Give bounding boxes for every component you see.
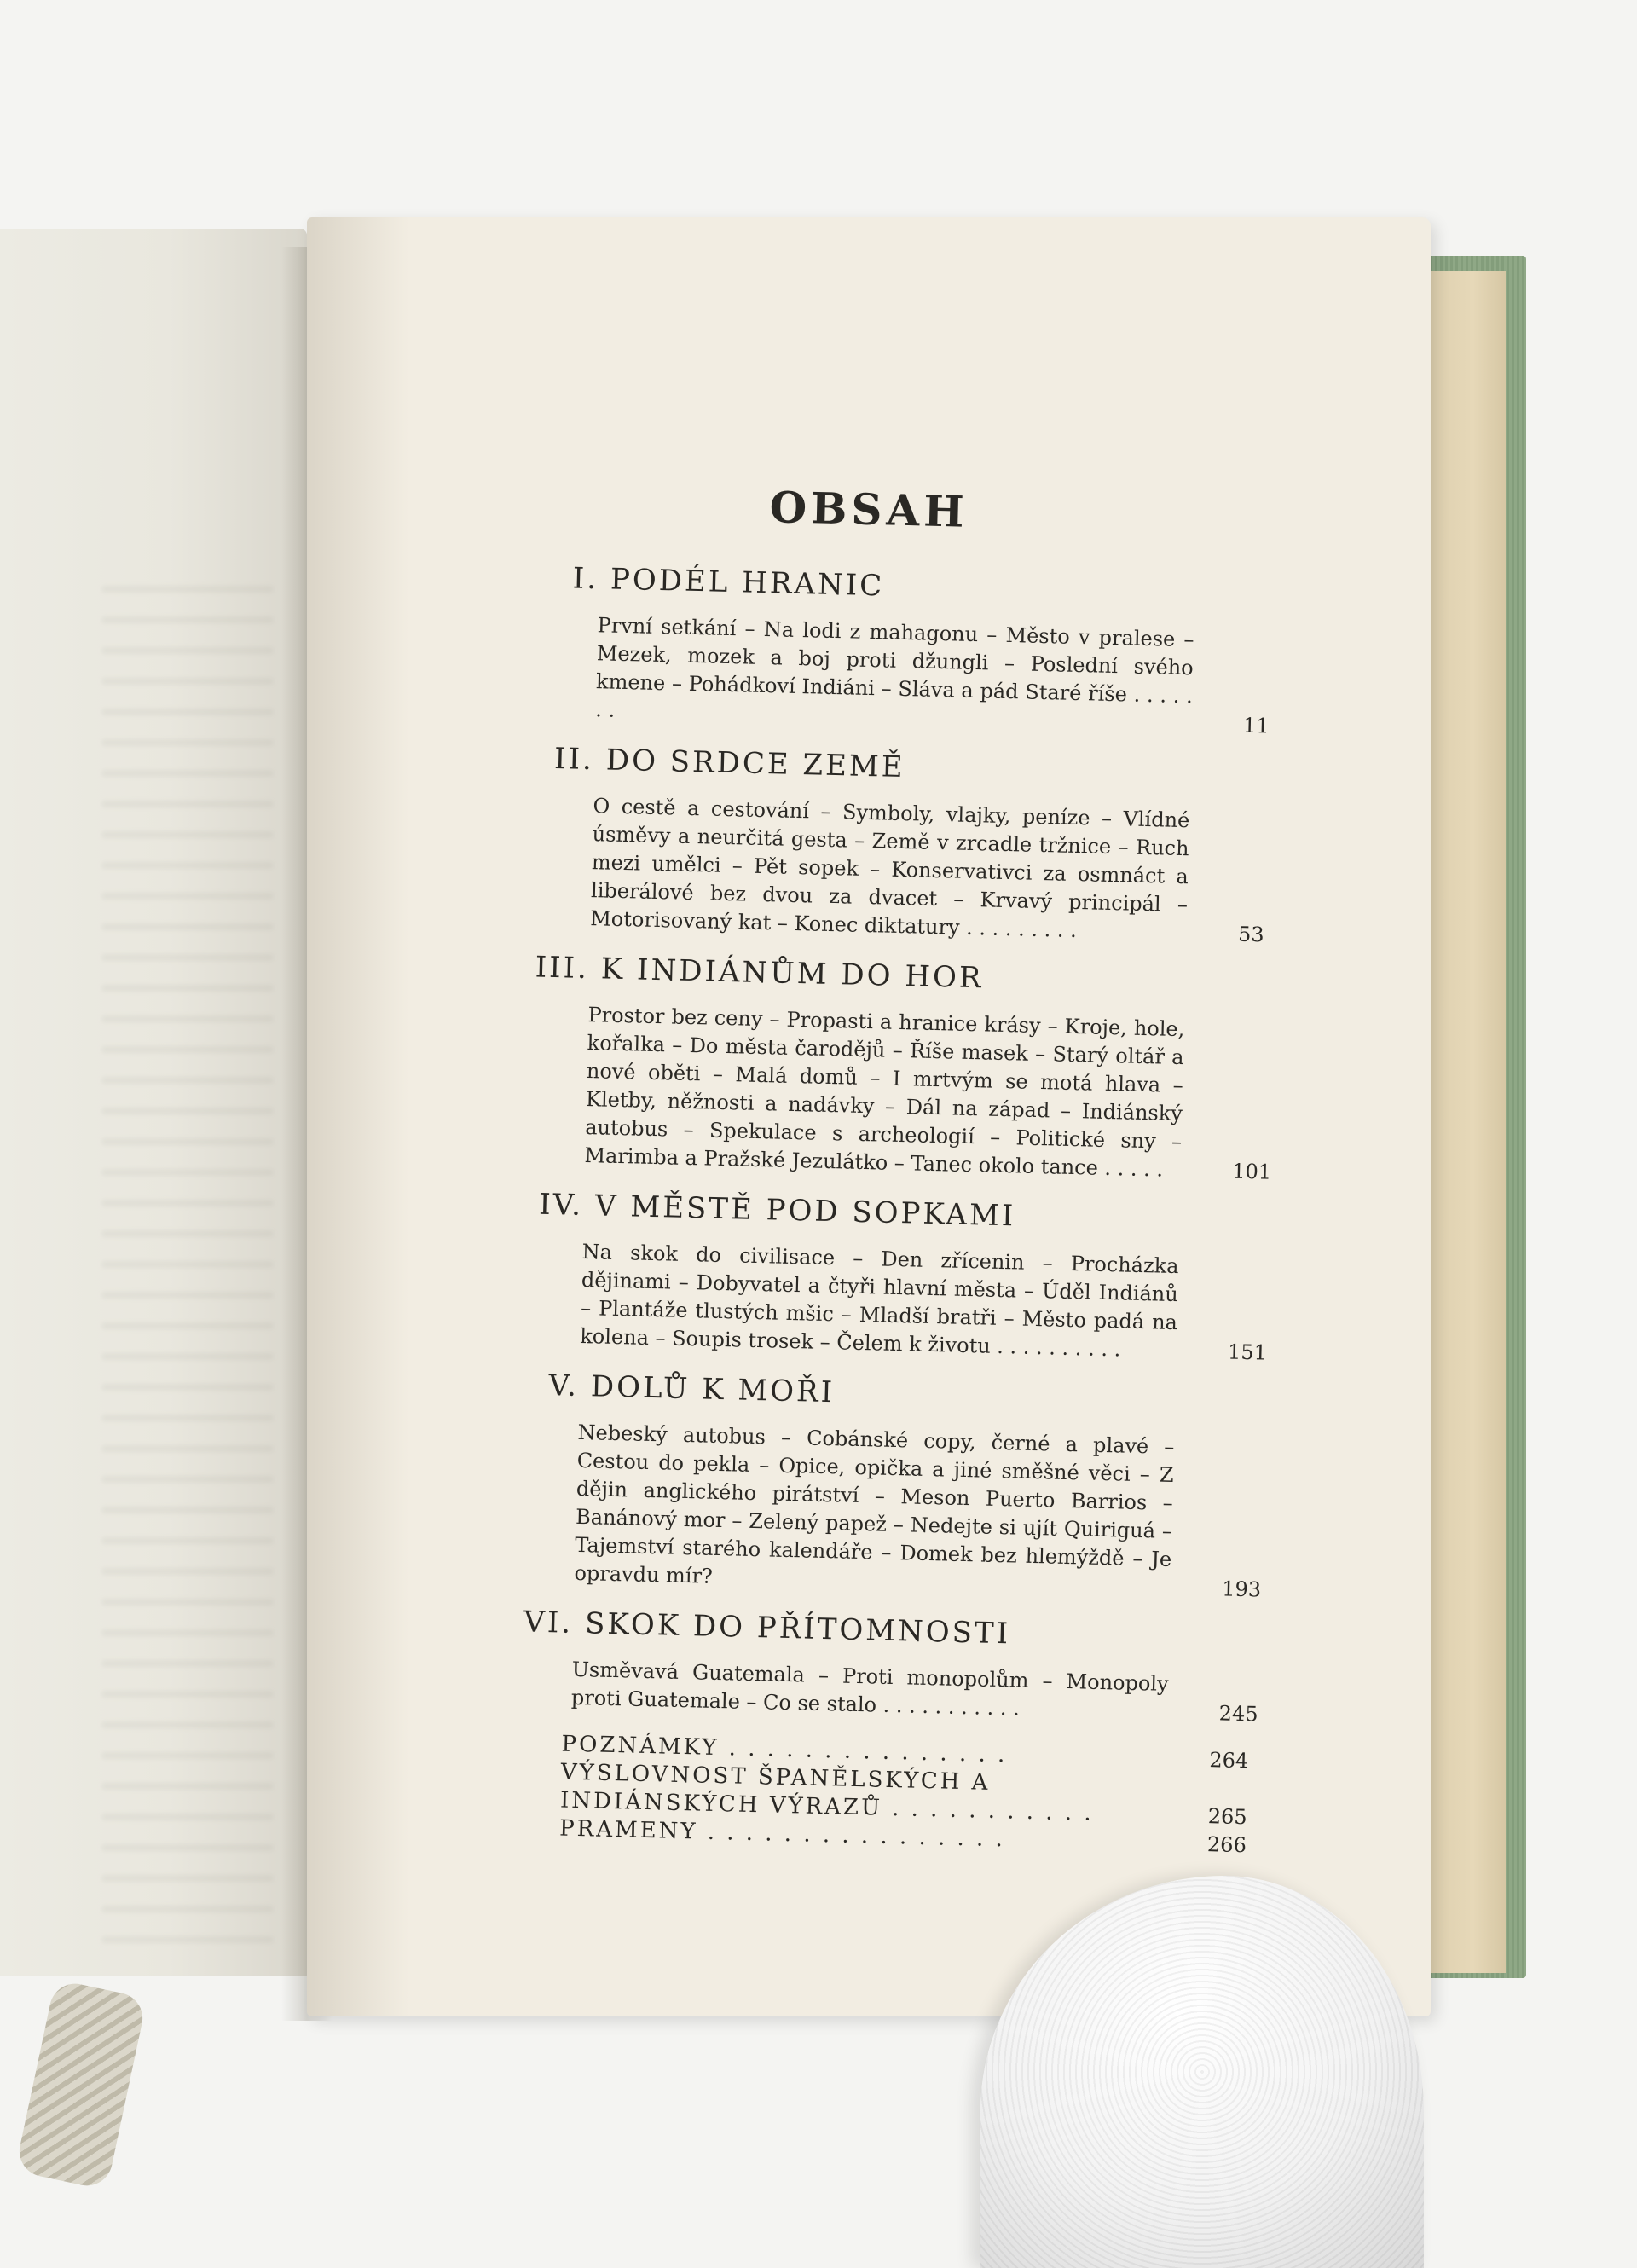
chapter-summary-text: Usměvavá Guatemala – Proti monopolům – Monopoly proti Guatemale – Co se stalo . . . . . . . . . . . [570, 1657, 1169, 1721]
bookmark-ribbon [14, 1979, 147, 2190]
toc-title: OBSAH [768, 482, 969, 537]
appendix-page-number: 265 [1207, 1804, 1247, 1830]
chapter-summary-text: Nebeský autobus – Cobánské copy, černé a plavé – Cestou do pekla – Opice, opička a jiné směšné věci – Z dějin anglického pirátství – Meson Puerto Barrios – Banánový mor – Zelený papež – Nedejte si ujít Quiriguá – Tajemství starého kalendáře – Domek bez hlemýždě – Je opravdu mír? [574, 1420, 1175, 1588]
chapter-2 [407, 738, 1306, 951]
chapter-page-number: 245 [1218, 1701, 1258, 1727]
chapter-summary-text: První setkání – Na lodi z mahagonu – Město v pralese – Mezek, mozek a boj proti džungli – Poslední svého kmene – Pohádkoví Indiáni – Sláva a pád Staré říše . . . . . . . [594, 613, 1194, 722]
chapter-title: PODÉL HRANIC [610, 562, 885, 604]
chapter-summary-text: Na skok do civilisace – Den zřícenin – Procházka dějinami – Dobyvatel a čtyři hlavní města – Úděl Indiánů – Plantáže tlustých mšic – Mladší bratři – Město padá na kolena – Soupis trosek – Čelem k životu . . . . . . . . . . [579, 1239, 1179, 1362]
appendix-label: VÝSLOVNOST ŠPANĚLSKÝCH A INDIÁNSKÝCH VÝRAZŮ . . . . . . . . . . . [559, 1759, 1095, 1826]
left-page [0, 229, 307, 1976]
chapter-summary-text: Prostor bez ceny – Propasti a hranice krásy – Kroje, hole, kořalka – Do města čarodějů – Říše masek – Starý oltář a nové oběti – Malá domů – I mrtvým se motá hlava – Kletby, něžnosti a nadávky – Dál na západ – Indiánský autobus – Spekulace s archeologií – Politické sny – Marimba a Pražské Jezulátko – Tanec okolo tance . . . . . [584, 1003, 1185, 1182]
chapter-5 [390, 1365, 1291, 1606]
toc-appendix [558, 1731, 1249, 1860]
chapter-page-number: 193 [1221, 1577, 1262, 1602]
chapter-title: DOLŮ K MOŘI [590, 1369, 836, 1410]
chapter-summary-text: O cestě a cestování – Symboly, vlajky, peníze – Vlídné úsměvy a neurčitá gesta – Země v zrcadle tržnice – Ruch mezi umělci – Pět sopek – Konservativci za osmnáct a liberálové bez dvou za dvacet – Krvavý principál – Motorisovaný kat – Konec diktatury . . . . . . . . . [589, 794, 1190, 943]
chapter-title: SKOK DO PŘÍTOMNOSTI [584, 1606, 1011, 1652]
chapter-1 [412, 558, 1310, 742]
appendix-label: PRAMENY . . . . . . . . . . . . . . . . [558, 1815, 1006, 1853]
chapter-title: V MĚSTĚ POD SOPKAMI [594, 1189, 1016, 1234]
chapter-3 [401, 947, 1301, 1188]
appendix-label: POZNÁMKY . . . . . . . . . . . . . . . [561, 1731, 1008, 1768]
chapter-summary [574, 1412, 1262, 1602]
chapter-number: II. [553, 742, 595, 778]
table-of-contents [385, 473, 1313, 1860]
chapter-summary [589, 785, 1264, 947]
chapter-number: III. [535, 950, 590, 986]
right-page [307, 217, 1431, 2016]
chapter-summary [579, 1231, 1268, 1365]
left-page-faint-text [102, 587, 273, 1951]
chapter-6 [388, 1602, 1286, 1730]
chapter-number: I. [572, 561, 599, 597]
chapter-number: VI. [523, 1605, 574, 1640]
chapter-number: IV. [538, 1187, 584, 1223]
endpaper-edge [1424, 271, 1506, 1973]
chapter-number: V. [547, 1368, 580, 1403]
chapter-page-number: 11 [1242, 713, 1270, 738]
chapter-summary [594, 605, 1270, 738]
chapter-summary [570, 1649, 1258, 1727]
chapter-title: DO SRDCE ZEMĚ [605, 743, 906, 785]
appendix-page-number: 264 [1209, 1748, 1249, 1773]
chapter-title: K INDIÁNŮM DO HOR [600, 952, 984, 996]
chapter-page-number: 151 [1227, 1339, 1268, 1365]
chapter-4 [396, 1184, 1295, 1368]
chapter-summary [584, 994, 1272, 1184]
chapter-page-number: 53 [1237, 922, 1264, 947]
chapter-page-number: 101 [1231, 1159, 1272, 1184]
appendix-page-number: 266 [1206, 1832, 1247, 1858]
